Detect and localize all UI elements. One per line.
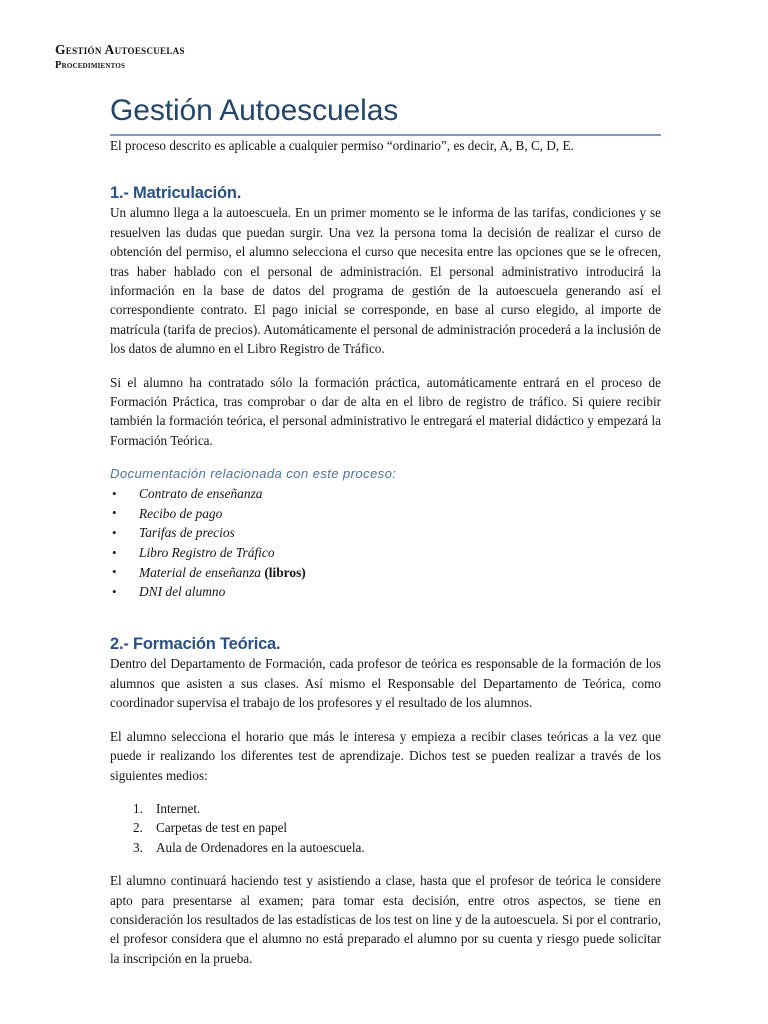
list-item xyxy=(110,543,661,563)
related-documentation-list xyxy=(110,484,661,602)
running-header-title: Gestión Autoescuelas xyxy=(55,42,185,57)
running-header xyxy=(55,42,185,72)
section-2-closing-paragraph: El alumno continuará haciendo test y asistiendo a clase, hasta que el profesor de teórica le considere apto para presentarse al examen; para tomar esta decisión, entre otros aspectos, se tiene en consideración los resultados de las estadísticas de los test on line y de la autoescuela. Si por el contrario, el profesor considera que el alumno no está preparado el alumno por su cuenta y riesgo puede solicitar la inscripción en la prueba. xyxy=(110,873,661,966)
list-item-text: Tarifas de precios xyxy=(139,525,235,541)
list-item-text: Aula de Ordenadores en la autoescuela. xyxy=(156,839,365,855)
list-item-text: Recibo de pago xyxy=(139,505,223,521)
list-item xyxy=(110,799,661,818)
list-item-number: 2. xyxy=(133,820,143,836)
list-item-text: Carpetas de test en papel xyxy=(156,820,288,836)
list-item-text: Contrato de enseñanza xyxy=(139,486,263,502)
page-title: Gestión Autoescuelas xyxy=(110,94,399,127)
section-1-paragraph-2: Si el alumno ha contratado sólo la formación práctica, automáticamente entrará en el proceso de Formación Práctica, tras comprobar o dar de alta en el libro de registro de tráfico. Si quiere recibir también la formación teórica, el personal administrativo le entregará el material didáctico y empezará la Formación Teórica. xyxy=(110,374,661,448)
section-heading-1: 1.- Matriculación. xyxy=(110,183,242,202)
list-item xyxy=(110,838,661,857)
intro-paragraph: El proceso descrito es aplicable a cualquier permiso “ordinario”, es decir, A, B, C, D, E. xyxy=(110,138,574,154)
list-item-text: Internet. xyxy=(156,800,201,816)
list-item-text: Libro Registro de Tráfico xyxy=(139,545,275,561)
list-item-number: 3. xyxy=(133,839,143,855)
list-item xyxy=(110,523,661,543)
section-2-paragraph-1: Dentro del Departamento de Formación, cada profesor de teórica es responsable de la formación de los alumnos que asisten a sus clases. Así mismo el Responsable del Departamento de Teórica, como coordinador supervisa el trabajo de los profesores y el resultado de los alumnos. xyxy=(110,656,661,711)
list-item-emphasis: (libros) xyxy=(264,564,306,580)
document-content xyxy=(110,93,661,968)
section-2-paragraph-2: El alumno selecciona el horario que más le interesa y empieza a recibir clases teóricas a la vez que puede ir realizando los diferentes test de aprendizaje. Dichos test se pueden realizar a través de los siguientes medios: xyxy=(110,728,661,783)
list-item-text: Material de enseñanza xyxy=(139,564,265,580)
test-media-list xyxy=(110,799,661,857)
spacer xyxy=(110,602,661,634)
spacer xyxy=(110,450,661,464)
list-item xyxy=(110,563,661,583)
section-heading-2: 2.- Formación Teórica. xyxy=(110,634,281,653)
list-item-text: DNI del alumno xyxy=(139,584,226,600)
related-documentation-label: Documentación relacionada con este proceso: xyxy=(110,466,397,482)
list-item xyxy=(110,484,661,504)
spacer xyxy=(110,857,661,871)
spacer xyxy=(110,785,661,799)
list-item xyxy=(110,818,661,837)
spacer xyxy=(110,156,661,183)
running-header-subtitle: Procedimientos xyxy=(55,59,126,71)
list-item xyxy=(110,504,661,524)
section-1-paragraph-1: Un alumno llega a la autoescuela. En un primer momento se le informa de las tarifas, condiciones y se resuelven las dudas que puedan surgir. Una vez la persona toma la decisión de realizar el curso de obtención del permiso, el alumno selecciona el curso que necesita entre las opciones que se le ofrecen, tras haber hablado con el personal de administración. El personal administrativo introducirá la información en la base de datos del programa de gestión de la autoescuela generando así el correspondiente contrato. El pago inicial se corresponde, en base al curso elegido, al importe de matrícula (tarifa de precios). Automáticamente el personal de administración procederá a la inclusión de los datos de alumno en el Libro Registro de Tráfico. xyxy=(110,205,661,357)
spacer xyxy=(110,713,661,727)
spacer xyxy=(110,359,661,373)
list-item xyxy=(110,582,661,602)
list-item-number: 1. xyxy=(133,800,143,816)
